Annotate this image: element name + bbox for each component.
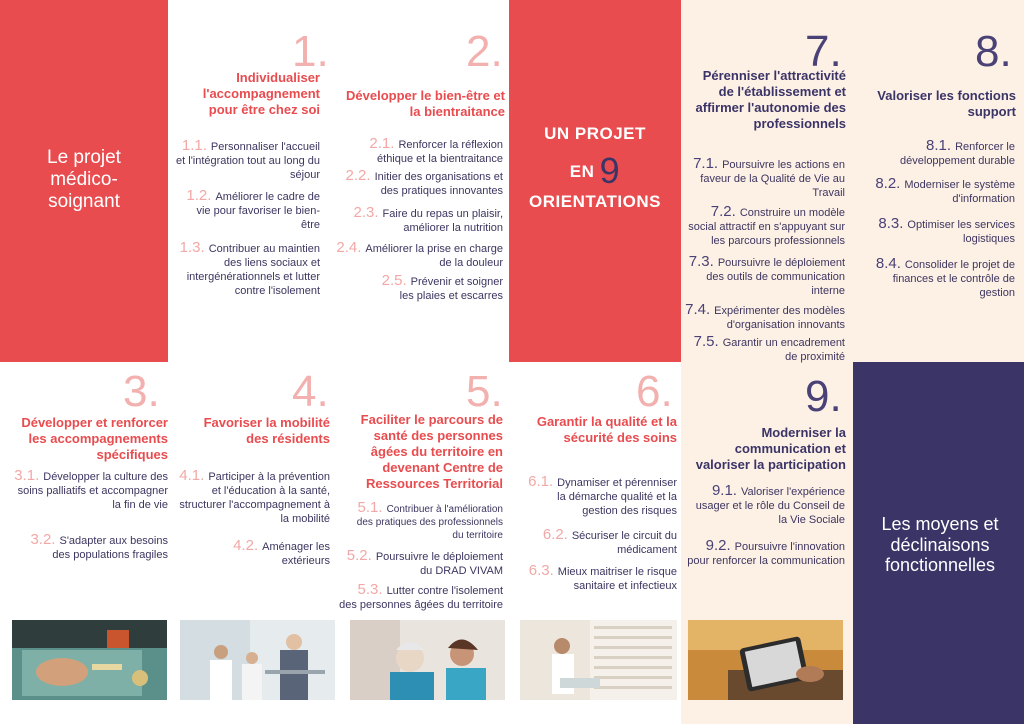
item-3-2: 3.2. S'adapter aux besoins des populations fragiles xyxy=(30,531,168,561)
item-2-5: 2.5. Prévenir et soigner les plaies et escarres xyxy=(381,272,503,302)
orientation-8-number: 8. xyxy=(975,27,1012,76)
orientation-1-number: 1. xyxy=(292,27,329,76)
item-2-3: 2.3. Faire du repas un plaisir, améliorer la nutrition xyxy=(353,204,503,234)
project-line-1: UN PROJET xyxy=(544,124,646,143)
orientation-3-number: 3. xyxy=(123,367,160,416)
photo-crafts-workshop xyxy=(12,620,167,700)
item-6-1: 6.1. Dynamiser et pérenniser la démarche qualité et la gestion des risques xyxy=(528,473,677,517)
item-6-3: 6.3. Mieux maitriser le risque sanitaire et infectieux xyxy=(528,562,677,592)
item-9-1: 9.1. Valoriser l'expérience usager et le rôle du Conseil de la Vie Sociale xyxy=(695,482,845,526)
item-4-2: 4.2. Aménager les extérieurs xyxy=(233,537,330,567)
item-2-1: 2.1. Renforcer la réflexion éthique et la bientraitance xyxy=(369,135,503,165)
item-8-4: 8.4. Consolider le projet de finances et le contrôle de gestion xyxy=(875,255,1015,299)
orientation-2-number: 2. xyxy=(466,27,503,76)
item-5-2: 5.2. Poursuivre le déploiement du DRAD VIVAM xyxy=(346,547,503,577)
orientation-6-title: Garantir la qualité et la sécurité des soins xyxy=(536,414,677,445)
item-1-1: 1.1. Personnaliser l'accueil et l'intégration tout au long du séjour xyxy=(176,137,320,181)
orientation-1-title: Individualiser l'accompagnement pour être chez soi xyxy=(202,70,320,117)
item-7-2: 7.2. Construire un modèle social attractif en s'appuyant sur les parcours professionnels xyxy=(688,203,845,247)
item-8-3: 8.3. Optimiser les services logistiques xyxy=(878,215,1015,245)
project-heading xyxy=(509,124,681,212)
orientation-3-title: Développer et renforcer les accompagnements spécifiques xyxy=(21,415,168,462)
orientation-5-title: Faciliter le parcours de santé des personnes âgées du territoire en devenant Centre de Ressources Territorial xyxy=(360,412,503,491)
item-7-3: 7.3. Poursuivre le déploiement des outils de communication interne xyxy=(688,253,845,297)
project-en: EN xyxy=(569,162,595,181)
orientation-2-title: Développer le bien-être et la bientraitance xyxy=(346,88,505,119)
photo-medication-storage xyxy=(520,620,677,700)
photo-tablet-usage xyxy=(688,620,843,700)
item-7-4: 7.4. Expérimenter des modèles d'organisation innovants xyxy=(685,301,845,331)
right-title: Les moyens et déclinaisons fonctionnelles xyxy=(881,513,999,576)
item-6-2: 6.2. Sécuriser le circuit du médicament xyxy=(542,526,677,556)
item-5-1: 5.1. Contribuer à l'amélioration des pratiques des professionnels du territoire xyxy=(356,499,503,541)
project-nine: 9 xyxy=(599,150,621,191)
orientation-4-number: 4. xyxy=(292,367,329,416)
item-1-2: 1.2. Améliorer le cadre de vie pour favoriser le bien-être xyxy=(186,187,320,231)
item-1-3: 1.3. Contribuer au maintien des liens sociaux et intergénérationnels et lutter contre l'isolement xyxy=(179,239,320,297)
item-3-1: 3.1. Développer la culture des soins palliatifs et accompagner la fin de vie xyxy=(14,467,168,511)
item-2-4: 2.4. Améliorer la prise en charge de la douleur xyxy=(336,239,503,269)
orientation-9-number: 9. xyxy=(805,372,842,421)
item-4-1: 4.1. Participer à la prévention et l'éducation à la santé, structurer l'accompagnement à la mobilité xyxy=(179,467,330,525)
photo-mobility-care xyxy=(180,620,335,700)
orientation-5-number: 5. xyxy=(466,367,503,416)
left-title: Le projet médico-soignant xyxy=(47,147,121,212)
orientation-9-title: Moderniser la communication et valoriser la participation xyxy=(695,425,846,472)
photo-elderly-visit xyxy=(350,620,505,700)
item-5-3: 5.3. Lutter contre l'isolement des personnes âgées du territoire xyxy=(339,581,503,611)
item-8-2: 8.2. Moderniser le système d'information xyxy=(875,175,1015,205)
orientation-7-number: 7. xyxy=(805,27,842,76)
orientation-7-title: Pérenniser l'attractivité de l'établissement et affirmer l'autonomie des professionnels xyxy=(695,68,846,131)
item-7-1: 7.1. Poursuivre les actions en faveur de la Qualité de Vie au Travail xyxy=(693,155,845,199)
project-line-3: ORIENTATIONS xyxy=(529,192,661,211)
item-8-1: 8.1. Renforcer le développement durable xyxy=(900,137,1015,167)
item-9-2: 9.2. Poursuivre l'innovation pour renforcer la communication xyxy=(687,537,845,567)
orientation-8-title: Valoriser les fonctions support xyxy=(877,88,1016,119)
item-2-2: 2.2. Initier des organisations et des pratiques innovantes xyxy=(345,167,503,197)
orientation-4-title: Favoriser la mobilité des résidents xyxy=(203,415,330,446)
item-7-5: 7.5. Garantir un encadrement de proximité xyxy=(693,333,845,363)
orientation-6-number: 6. xyxy=(636,367,673,416)
